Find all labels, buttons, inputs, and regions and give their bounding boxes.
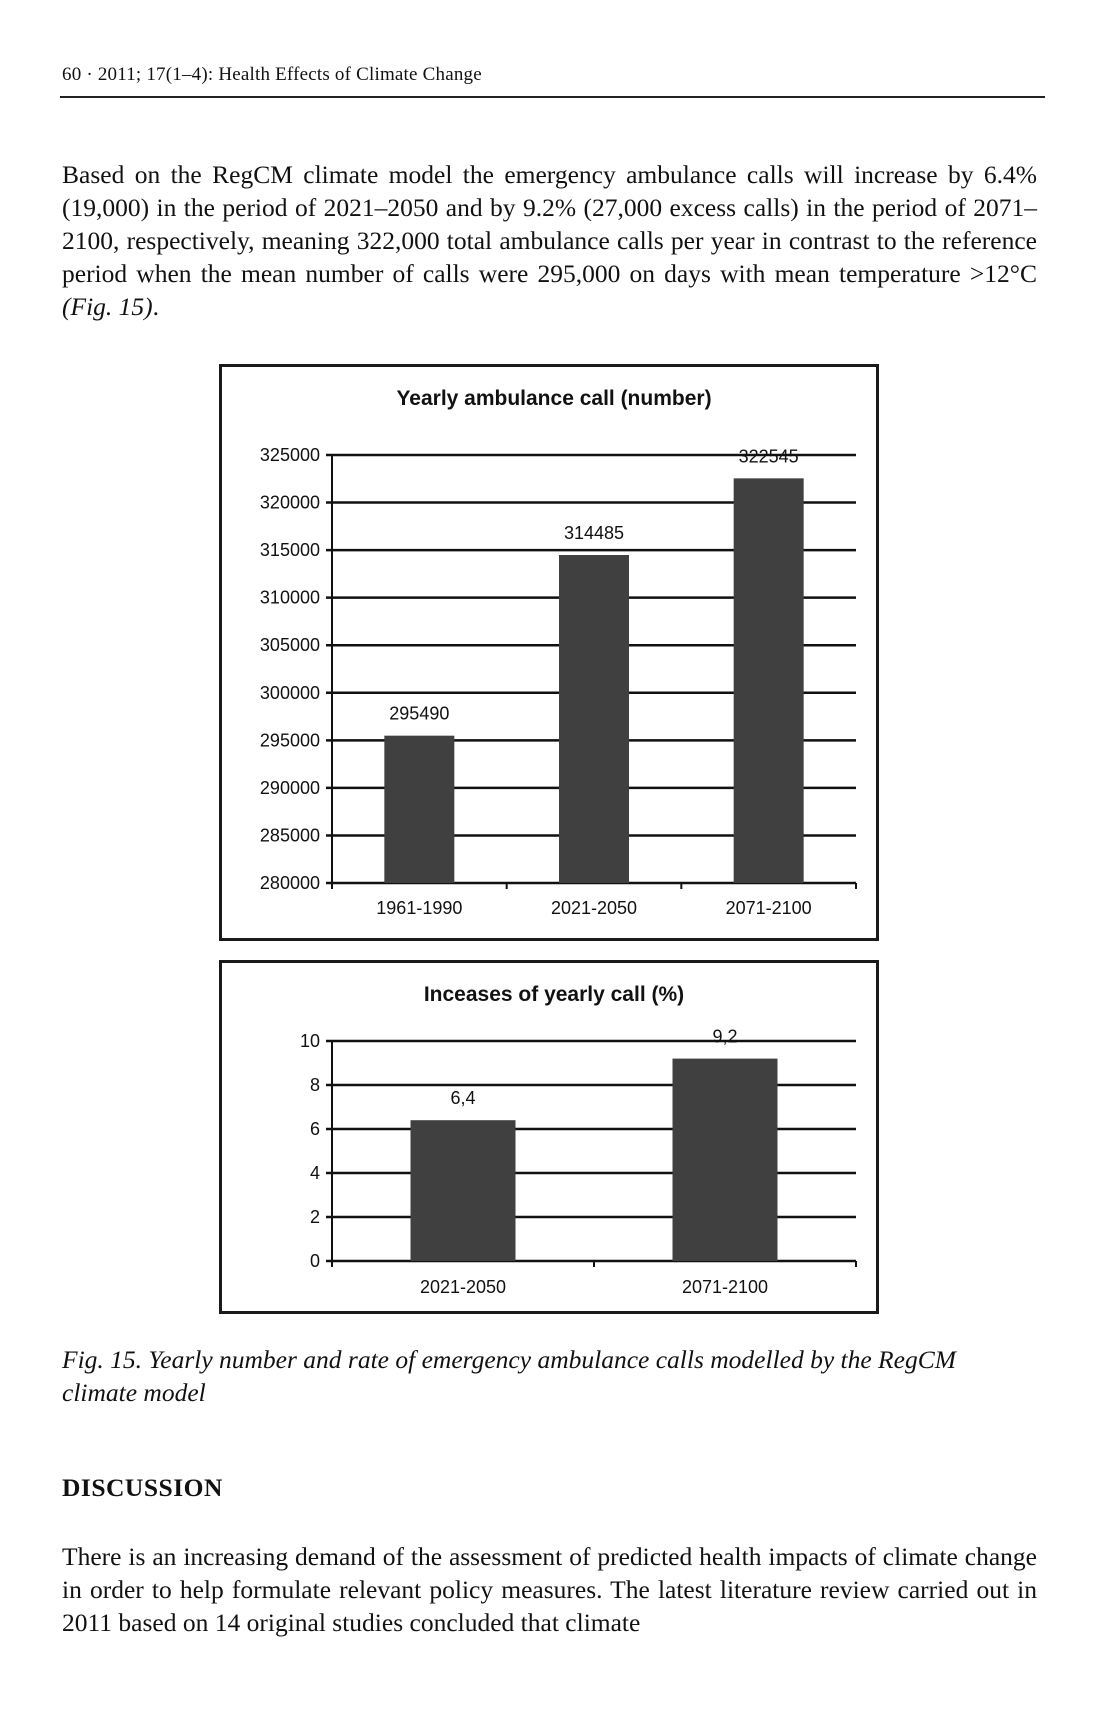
- ambulance-increase-chart-svg: [222, 963, 876, 1311]
- x-tick-label: 2021-2050: [419, 1277, 507, 1297]
- ambulance-count-chart: [219, 364, 879, 941]
- y-tick-label: 320000: [259, 492, 320, 513]
- ambulance-count-chart-svg: [222, 367, 876, 938]
- x-tick-label: 2021-2050: [550, 898, 638, 918]
- paragraph-1-text: Based on the RegCM climate model the emergency ambulance calls will increase by 6.4% (19,000) in the period of 2021–2050 and by 9.2% (27,000 excess calls) in the period of 2071–2100, respectively, meaning 322,000 total ambulance calls per year in contrast to the reference period when the mean number of calls were 295,000 on days with mean temperature >12°C: [62, 160, 1037, 288]
- header-rule: [60, 96, 1045, 98]
- y-tick-label: 300000: [259, 682, 320, 703]
- y-tick-label: 295000: [259, 730, 320, 751]
- section-heading-discussion: DISCUSSION: [62, 1473, 223, 1502]
- ambulance-increase-chart: [219, 960, 879, 1314]
- x-tick-label: 2071-2100: [681, 1277, 769, 1297]
- y-tick-label: 6: [309, 1119, 320, 1139]
- running-head: 60 · 2011; 17(1–4): Health Effects of Climate Change: [62, 64, 482, 85]
- y-tick-label: 305000: [259, 635, 320, 656]
- bar: [559, 555, 629, 883]
- data-label: 322545: [738, 446, 799, 467]
- y-tick-label: 285000: [259, 825, 320, 846]
- data-label: 6,4: [450, 1088, 476, 1109]
- paragraph-1-end: .: [152, 292, 160, 321]
- figure-reference: (Fig. 15): [62, 292, 153, 321]
- data-label: 295490: [389, 703, 450, 724]
- x-tick-label: 1961-1990: [376, 898, 463, 918]
- bar: [734, 478, 804, 883]
- chart-title: Inceases of yearly call (%): [423, 983, 685, 1006]
- x-tick-label: 2071-2100: [725, 898, 812, 918]
- chart-title: Yearly ambulance call (number): [396, 387, 712, 410]
- data-label: 314485: [563, 523, 625, 544]
- y-tick-label: 325000: [259, 445, 320, 465]
- body-paragraph-2: There is an increasing demand of the assessment of predicted health impacts of climate change in order to help formulate relevant policy measures. The latest literature review carried out in 2011 based on 14 original studies concluded that climate: [62, 1542, 1037, 1637]
- y-tick-label: 315000: [259, 540, 320, 561]
- figure-caption: Fig. 15. Yearly number and rate of emergency ambulance calls modelled by the RegCM climate model: [62, 1345, 956, 1407]
- bar: [411, 1120, 516, 1261]
- y-tick-label: 280000: [259, 873, 320, 893]
- y-tick-label: 290000: [259, 777, 320, 798]
- data-label: 9,2: [712, 1026, 738, 1047]
- bar: [673, 1059, 778, 1261]
- y-tick-label: 10: [299, 1031, 320, 1051]
- y-tick-label: 4: [309, 1163, 320, 1183]
- y-tick-label: 2: [309, 1207, 320, 1227]
- y-tick-label: 0: [309, 1251, 320, 1271]
- y-tick-label: 8: [309, 1075, 320, 1095]
- y-tick-label: 310000: [259, 587, 320, 608]
- body-paragraph-1: [62, 158, 1037, 323]
- bar: [384, 736, 454, 883]
